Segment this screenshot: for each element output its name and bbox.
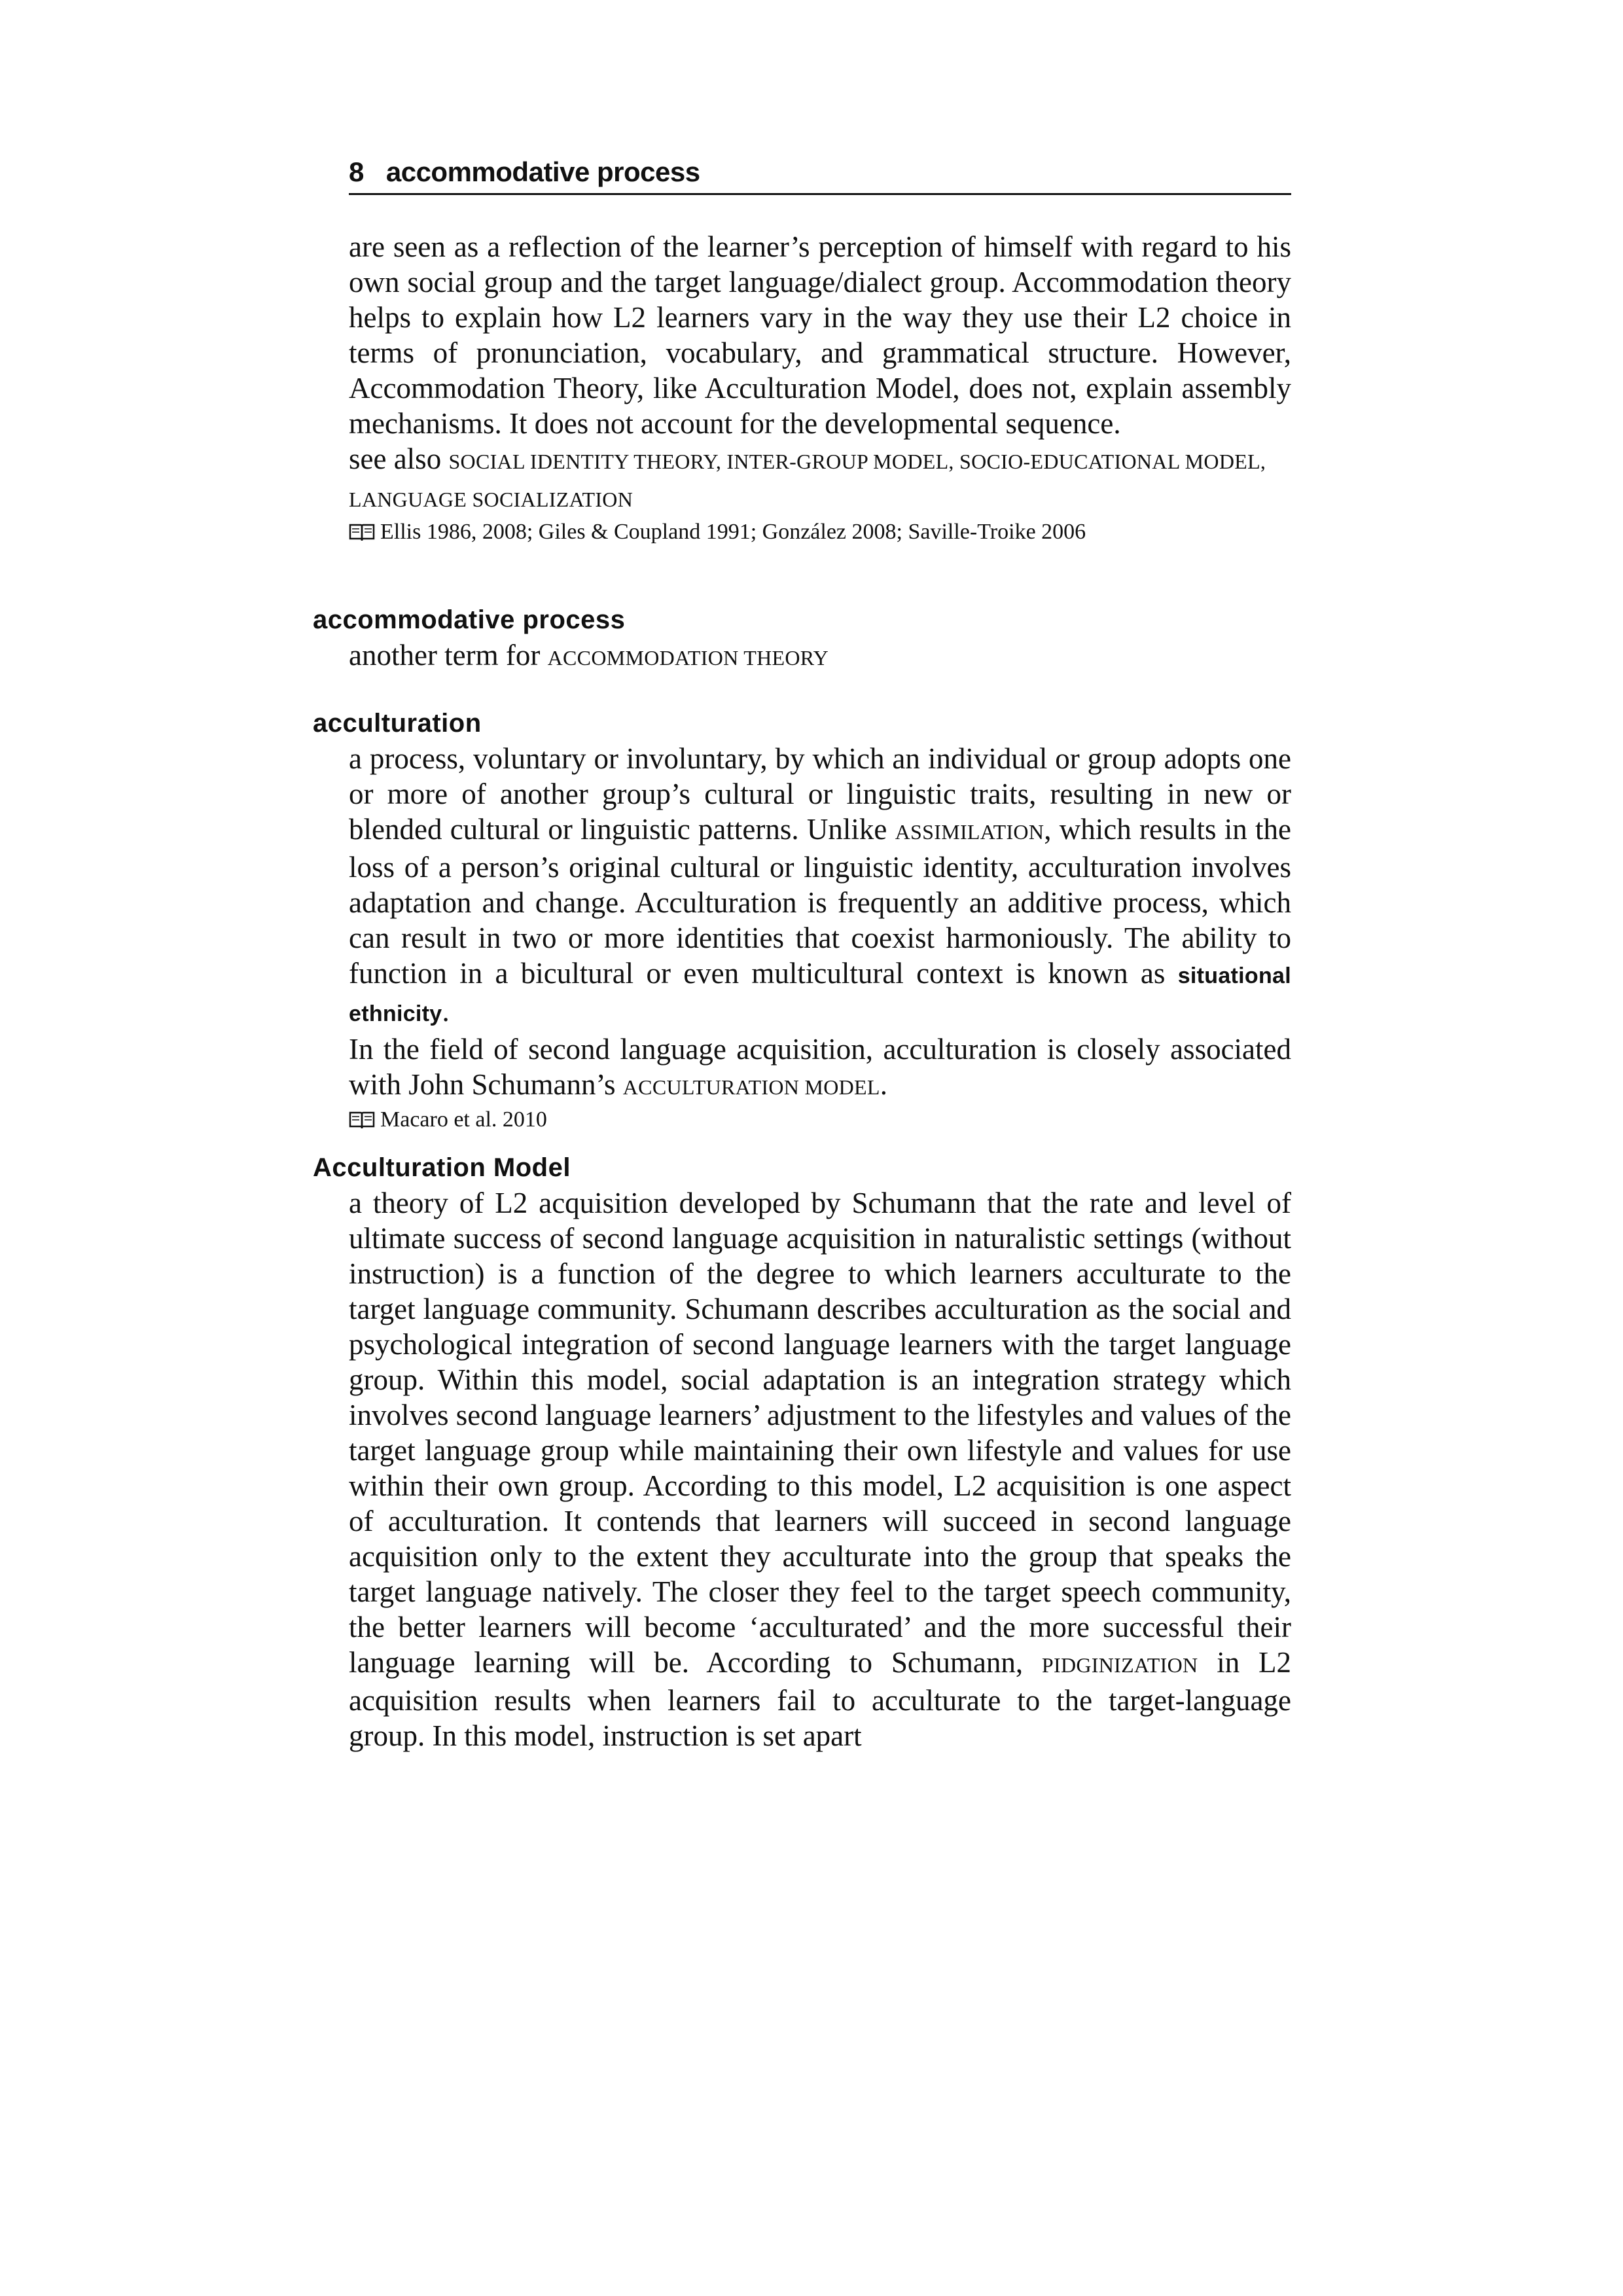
- running-head-title: accommodative process: [385, 156, 700, 187]
- definition-text: in L2 acquisition results when learners fail to acculturate to the target-language group. In this model, instruction is set apart: [349, 1646, 1292, 1752]
- running-head: [349, 154, 1291, 195]
- punctuation: .: [880, 1068, 887, 1101]
- definition-paragraph: [349, 1185, 1291, 1753]
- definition-text: a process, voluntary or involuntary, by which an individual or group adopts one or more of another group’s cultural or linguistic traits, resulting in new or blended cultural or linguistic patterns. Unlike: [349, 742, 1291, 846]
- entry-accommodative-process: [313, 602, 1291, 675]
- definition-paragraph: [349, 741, 1291, 1031]
- entry-acculturation: [313, 706, 1291, 1135]
- book-icon: [349, 522, 375, 542]
- keyword: situational ethnicity: [349, 963, 1292, 1026]
- definition-text: another term for: [349, 639, 541, 672]
- cross-reference-link[interactable]: PIDGINIZATION: [1041, 1653, 1198, 1677]
- references-text: Macaro et al. 2010: [380, 1107, 547, 1132]
- definition-text: In the field of second language acquisition, acculturation is closely associated with John Schumann’s: [349, 1033, 1291, 1101]
- cross-reference-link[interactable]: ACCOMMODATION THEORY: [547, 646, 829, 670]
- definition-text: , which results in the loss of a person’s original cultural or linguistic identity, acculturation involves adaptation and change. Acculturation is frequently an additive process, which can result in two or more identities that coexist harmoniously. The ability to function in a bicultural or even multicultural context is known as: [349, 813, 1291, 990]
- references: [349, 517, 1291, 547]
- page-number: 8: [349, 156, 364, 187]
- see-also-label: see also: [349, 442, 442, 475]
- cross-reference-link[interactable]: ACCULTURATION MODEL: [622, 1075, 880, 1099]
- definition: [349, 637, 1291, 675]
- book-icon: [349, 1110, 375, 1130]
- definition-text: a theory of L2 acquisition developed by Schumann that the rate and level of ultimate success of second language acquisition in naturalistic settings (without instruction) is a function of the degree to which learners acculturate to the target language community. Schumann describes acculturation as the social and psychological integration of second language learners with the target language group. Within this model, social adaptation is an integration strategy which involves second language learners’ adjustment to the lifestyles and values of the target language group while maintaining their own lifestyle and values for use within their own group. According to this model, L2 acquisition is one aspect of acculturation. It contends that learners will succeed in second language acquisition only to the extent they acculturate into the group that speaks the target language natively. The closer they feel to the target speech community, the better learners will become ‘acculturated’ and the more successful their language learning will be. According to Schumann,: [349, 1187, 1291, 1679]
- continued-paragraph: are seen as a reflection of the learner’s perception of himself with regard to his own social group and the target language/dialect group. Accommodation theory helps to explain how L2 learners vary in the way they use their L2 choice in terms of pronunciation, vocabulary, and grammatical structure. However, Accommodation Theory, like Acculturation Model, does not, explain assembly mechanisms. It does not account for the developmental sequence.: [349, 230, 1291, 440]
- see-also: [349, 441, 1291, 517]
- definition: [349, 1185, 1291, 1753]
- references-text: Ellis 1986, 2008; Giles & Coupland 1991; González 2008; Saville-Troike 2006: [380, 520, 1086, 544]
- punctuation: .: [442, 995, 450, 1028]
- headword: acculturation: [313, 709, 482, 738]
- references: [349, 1105, 1291, 1135]
- definition: [349, 741, 1291, 1135]
- see-also-links[interactable]: SOCIAL IDENTITY THEORY, INTER-GROUP MODEL, SOCIO-EDUCATIONAL MODEL, LANGUAGE SOCIALIZATION: [349, 450, 1266, 511]
- cross-reference-link[interactable]: ASSIMILATION: [895, 820, 1044, 844]
- headword: Acculturation Model: [313, 1153, 571, 1182]
- continued-entry: [349, 229, 1291, 547]
- headword: accommodative process: [313, 605, 626, 634]
- definition-paragraph: [349, 1031, 1291, 1105]
- entry-acculturation-model: [313, 1150, 1291, 1753]
